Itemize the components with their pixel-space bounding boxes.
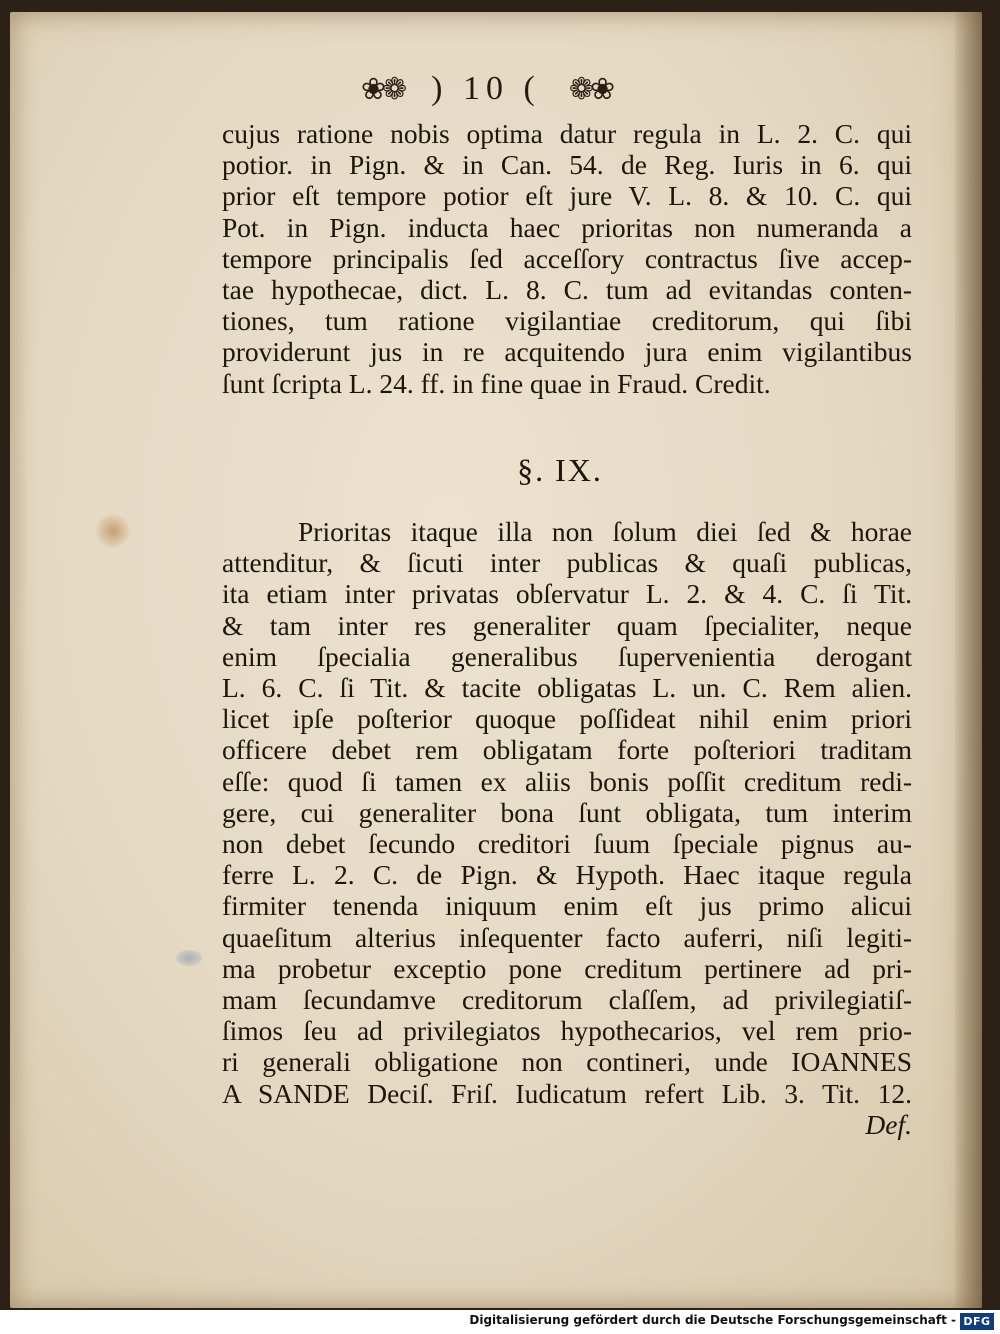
text-line: officere debet rem obligatam forte poſteriori traditam xyxy=(222,734,912,766)
text-line: attenditur, & ſicuti inter publicas & quaſi publicas, xyxy=(222,547,912,579)
text-line: & tam inter res generaliter quam ſpecialiter, neque xyxy=(222,609,912,641)
text-line: ma probetur exceptio pone creditum pertinere ad pri- xyxy=(222,952,912,984)
text-line: firmiter tenenda iniquum enim eſt jus primo alicui xyxy=(222,890,912,922)
text-line: ita etiam inter privatas obſervatur L. 2. & 4. C. ſi Tit. xyxy=(222,578,912,610)
text-line: A SANDE Deciſ. Friſ. Iudicatum refert Lib. 3. Tit. 12. xyxy=(222,1077,912,1109)
ornament-left-icon: ❀❁ xyxy=(360,71,404,107)
text-line: mam ſecundamve creditorum claſſem, ad privilegiatiſ- xyxy=(222,984,912,1016)
text-line: cujus ratione nobis optima datur regula in L. 2. C. qui xyxy=(222,118,912,149)
paragraph-top xyxy=(222,118,912,399)
text-line: ri generali obligatione non contineri, unde IOANNES xyxy=(222,1046,912,1078)
page-header xyxy=(0,64,972,114)
text-line: ſunt ſcripta L. 24. ff. in fine quae in Fraud. Credit. xyxy=(222,367,771,399)
catchword: Def. xyxy=(865,1108,912,1140)
text-line: Pot. in Pign. inducta haec prioritas non numeranda a xyxy=(222,211,912,243)
text-line: prior eſt tempore potior eſt jure V. L. 8. & 10. C. qui xyxy=(222,180,912,212)
text-line: licet ipſe poſterior quoque poſſideat nihil enim priori xyxy=(222,703,912,735)
ink-spot xyxy=(176,950,202,966)
funding-note: Digitalisierung gefördert durch die Deutsche Forschungsgemeinschaft - xyxy=(469,1313,956,1327)
dfg-logo-icon[interactable]: DFG xyxy=(960,1313,994,1330)
paragraph-main xyxy=(222,516,912,1140)
ornament-right-icon: ❁❀ xyxy=(568,71,612,107)
text-line: tempore principalis ſed acceſſory contractus ſive accep- xyxy=(222,242,912,274)
paper-stain xyxy=(96,514,130,548)
text-line: non debet ſecundo creditori ſuum ſpeciale pignus au- xyxy=(222,828,912,860)
text-line: enim ſpecialia generalibus ſupervenientia derogant xyxy=(222,640,912,672)
page-edge-shadow xyxy=(955,12,982,1308)
text-line: L. 6. C. ſi Tit. & tacite obligatas L. un. C. Rem alien. xyxy=(222,672,912,704)
text-line: potior. in Pign. & in Can. 54. de Reg. Iuris in 6. qui xyxy=(222,149,912,181)
page-number: ) 10 ( xyxy=(431,70,541,107)
text-line: Prioritas itaque illa non ſolum diei ſed & horae xyxy=(298,516,912,547)
text-line: eſſe: quod ſi tamen ex aliis bonis poſſit creditum redi- xyxy=(222,765,912,797)
text-line: tae hypothecae, dict. L. 8. C. tum ad evitandas conten- xyxy=(222,274,912,306)
text-line: ſimos ſeu ad privilegiatos hypothecarios, vel rem prio- xyxy=(222,1015,912,1047)
text-line: tiones, tum ratione vigilantiae creditorum, qui ſibi xyxy=(222,305,912,337)
text-line: quaeſitum alterius inſequenter facto auferri, niſi legiti- xyxy=(222,921,912,953)
text-line: ferre L. 2. C. de Pign. & Hypoth. Haec itaque regula xyxy=(222,859,912,891)
text-line: providerunt jus in re acquitendo jura enim vigilantibus xyxy=(222,336,912,368)
section-heading: §. IX. xyxy=(517,452,603,488)
text-line: gere, cui generaliter bona ſunt obligata, tum interim xyxy=(222,796,912,828)
